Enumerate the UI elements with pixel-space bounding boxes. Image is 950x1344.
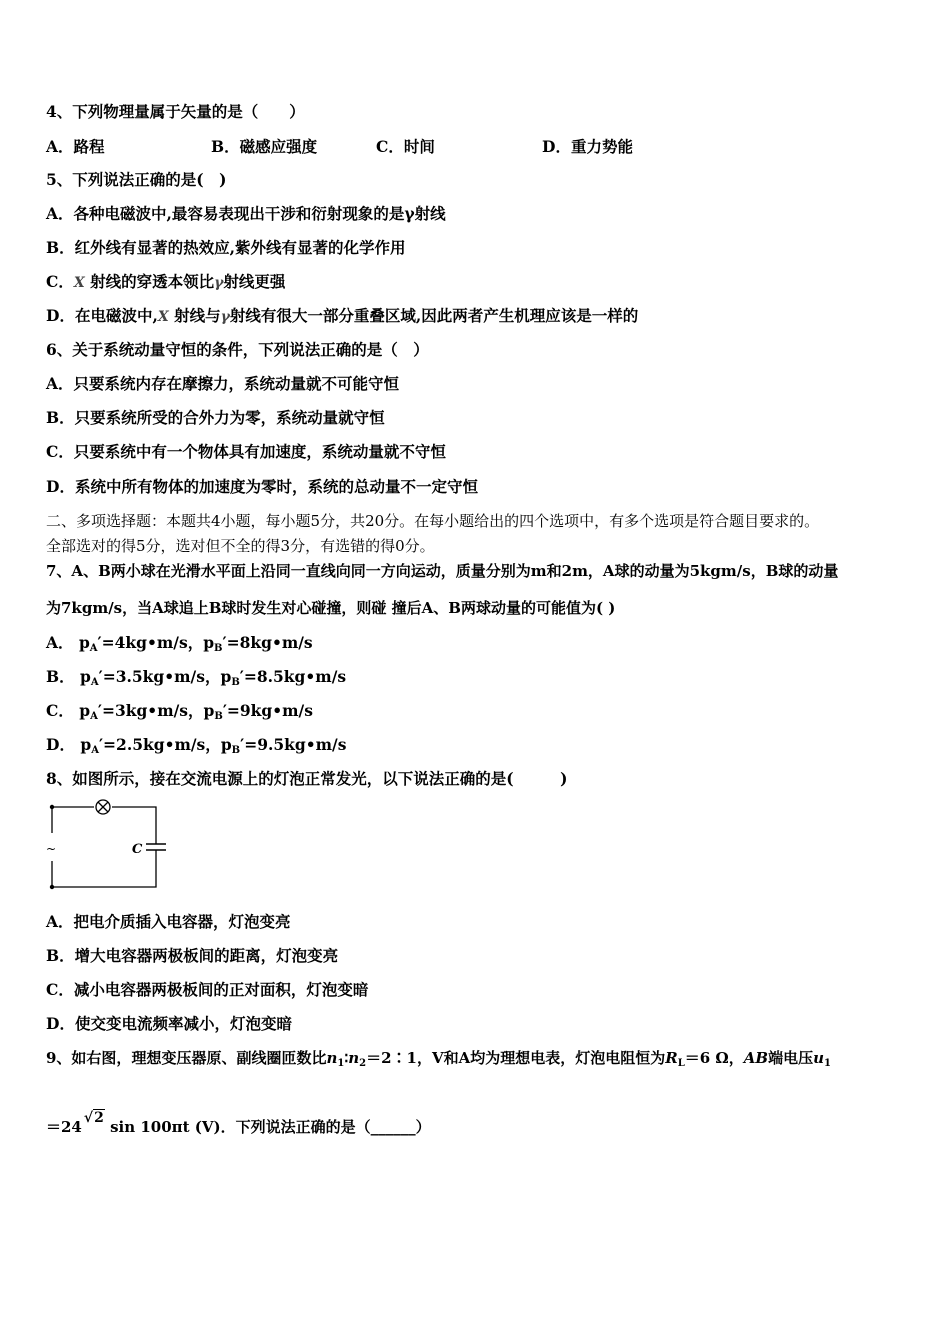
q8-option-a: A．把电介质插入电容器，灯泡变亮 bbox=[46, 912, 291, 931]
sqrt-radicand: 2 bbox=[94, 1110, 104, 1126]
sub-b: B bbox=[231, 745, 241, 756]
prime-eq: ′= bbox=[98, 667, 116, 686]
r-symbol: R bbox=[665, 1049, 678, 1067]
lamp-cross bbox=[98, 802, 108, 812]
sub-l: L bbox=[677, 1058, 685, 1069]
p-symbol: p bbox=[220, 667, 232, 686]
q6-option-a: A．只要系统内存在摩擦力，系统动量就不可能守恒 bbox=[46, 374, 400, 393]
p-symbol: p bbox=[203, 701, 215, 720]
q5-option-c bbox=[46, 272, 285, 293]
q5-option-d-mid: 射线与 bbox=[174, 306, 221, 325]
pb-value: 9kg•m/s bbox=[239, 701, 313, 720]
q7-option-d-label: D． bbox=[46, 735, 75, 754]
q7-option-b bbox=[46, 667, 346, 693]
q8-option-d: D．使交变电流频率减小，灯泡变暗 bbox=[46, 1014, 292, 1033]
ratio-colon: ∶ bbox=[344, 1049, 349, 1067]
q4-options bbox=[46, 135, 906, 157]
x-ray-symbol: X bbox=[73, 275, 85, 291]
section2-line2: 全部选对的得5分，选对但不全的得3分，有选错的得0分。 bbox=[46, 537, 435, 555]
prime-eq: ′= bbox=[240, 735, 258, 754]
p-symbol: p bbox=[80, 735, 92, 754]
pa-value: 3kg•m/s bbox=[114, 701, 188, 720]
voltage-amplitude: ＝24 bbox=[46, 1118, 82, 1136]
sub-2: 2 bbox=[359, 1058, 367, 1069]
wire-bottom bbox=[52, 857, 156, 887]
q9-text: 9、如右图，理想变压器原、副线圈匝数比 bbox=[46, 1049, 327, 1067]
p-symbol: p bbox=[78, 633, 90, 652]
q5-option-c-mid: 射线的穿透本领比 bbox=[90, 272, 215, 291]
q4-option-a: A．路程 bbox=[46, 137, 105, 156]
sub-a: A bbox=[90, 711, 98, 722]
q5-option-c-end: 射线更强 bbox=[223, 272, 286, 291]
q9-ratio-text: ＝2∶1，V和A均为理想电表，灯泡电阻恒为 bbox=[366, 1049, 666, 1067]
prime-eq: ′= bbox=[239, 667, 257, 686]
q8-stem: 8、如图所示，接在交流电源上的灯泡正常发光，以下说法正确的是( ) bbox=[46, 769, 568, 788]
voltage-text: 端电压 bbox=[768, 1049, 814, 1067]
p-symbol: p bbox=[203, 633, 215, 652]
sub-b: B bbox=[231, 677, 240, 688]
separator: ， bbox=[187, 633, 204, 652]
q6-stem: 6、关于系统动量守恒的条件，下列说法正确的是（ ） bbox=[46, 340, 429, 359]
p-symbol: p bbox=[79, 701, 91, 720]
gamma-symbol: γ bbox=[220, 309, 230, 325]
pa-value: 3.5kg•m/s bbox=[115, 667, 205, 686]
q8-option-b: B．增大电容器两极板间的距离，灯泡变亮 bbox=[46, 946, 339, 965]
wire-top-right bbox=[112, 807, 156, 835]
sub-b: B bbox=[214, 643, 223, 654]
q7-option-b-label: B． bbox=[46, 667, 75, 686]
terminal-dot bbox=[50, 885, 54, 889]
q7-option-c bbox=[46, 701, 313, 727]
q4-stem: 4、下列物理量属于矢量的是（ ） bbox=[46, 102, 305, 121]
pb-value: 9.5kg•m/s bbox=[257, 735, 347, 754]
n-symbol: n bbox=[348, 1049, 360, 1067]
q7-option-c-label: C． bbox=[46, 701, 74, 720]
u-symbol: u bbox=[813, 1049, 825, 1067]
capacitor-label: C bbox=[132, 842, 143, 857]
ab-symbol: AB bbox=[743, 1049, 769, 1067]
sub-1: 1 bbox=[824, 1058, 831, 1069]
q4-option-d: D．重力势能 bbox=[542, 137, 633, 156]
pa-value: 2.5kg•m/s bbox=[116, 735, 206, 754]
ac-source-label: ~ bbox=[46, 842, 57, 856]
q5-option-d bbox=[46, 306, 638, 327]
separator: ， bbox=[188, 701, 204, 720]
q7-stem-line1: 7、A、B两小球在光滑水平面上沿同一直线向同一方向运动，质量分别为m和2m，A球的动量为5kgm/s，B球的动量 bbox=[46, 562, 839, 580]
prime-eq: ′= bbox=[222, 701, 240, 720]
q7-option-d bbox=[46, 735, 346, 761]
q6-option-d: D．系统中所有物体的加速度为零时，系统的总动量不一定守恒 bbox=[46, 477, 478, 496]
sub-a: A bbox=[91, 745, 99, 756]
q9-stem-line1 bbox=[46, 1048, 831, 1074]
x-ray-symbol: X bbox=[157, 309, 169, 325]
q7-option-a bbox=[46, 633, 313, 659]
p-symbol: p bbox=[80, 667, 91, 686]
q5-option-b: B．红外线有显著的热效应,紫外线有显著的化学作用 bbox=[46, 238, 406, 257]
prime-eq: ′= bbox=[98, 735, 117, 754]
q4-option-b: B．磁感应强度 bbox=[211, 137, 318, 156]
separator: ， bbox=[205, 735, 221, 754]
pb-value: 8.5kg•m/s bbox=[256, 667, 347, 686]
prime-eq: ′= bbox=[97, 633, 115, 652]
q5-option-d-end: 射线有很大一部分重叠区域,因此两者产生机理应该是一样的 bbox=[229, 306, 639, 325]
resistance-value: ＝6 Ω， bbox=[684, 1049, 744, 1067]
q5-option-a: A．各种电磁波中,最容易表现出干涉和衍射现象的是γ射线 bbox=[46, 204, 446, 223]
q9-stem-line2 bbox=[46, 1108, 431, 1137]
section2-line1: 二、多项选择题：本题共4小题，每小题5分，共20分。在每小题给出的四个选项中，有多个选项是符合题目要求的。 bbox=[46, 512, 820, 530]
sub-a: A bbox=[90, 677, 99, 688]
q7-stem-line2: 为7kgm/s，当A球追上B球时发生对心碰撞，则碰 撞后A、B两球动量的可能值为( ) bbox=[46, 599, 616, 617]
prime-eq: ′= bbox=[97, 701, 115, 720]
sub-b: B bbox=[214, 711, 223, 722]
sqrt-symbol: √2 bbox=[83, 1110, 104, 1126]
q8-option-c: C．减小电容器两极板间的正对面积，灯泡变暗 bbox=[46, 980, 369, 999]
q4-option-c: C．时间 bbox=[376, 137, 435, 156]
n-symbol: n bbox=[326, 1049, 338, 1067]
prime-eq: ′= bbox=[222, 633, 240, 652]
q6-option-c: C．只要系统中有一个物体具有加速度，系统动量就不守恒 bbox=[46, 442, 446, 461]
q5-stem: 5、下列说法正确的是( ) bbox=[46, 170, 227, 189]
pa-value: 4kg•m/s bbox=[114, 633, 188, 652]
circuit-diagram bbox=[42, 795, 172, 900]
pb-value: 8kg•m/s bbox=[239, 633, 313, 652]
q7-option-a-label: A． bbox=[46, 633, 74, 652]
sub-a: A bbox=[89, 643, 98, 654]
q9-question-text: sin 100πt (V)．下列说法正确的是（______） bbox=[110, 1118, 431, 1136]
separator: ， bbox=[204, 667, 221, 686]
q5-option-c-label: C． bbox=[46, 272, 74, 291]
q5-option-d-label: D．在电磁波中, bbox=[46, 306, 158, 325]
p-symbol: p bbox=[220, 735, 232, 754]
terminal-dot bbox=[50, 805, 54, 809]
q6-option-b: B．只要系统所受的合外力为零，系统动量就守恒 bbox=[46, 408, 385, 427]
gamma-symbol: γ bbox=[214, 275, 224, 291]
sub-1: 1 bbox=[337, 1058, 345, 1069]
